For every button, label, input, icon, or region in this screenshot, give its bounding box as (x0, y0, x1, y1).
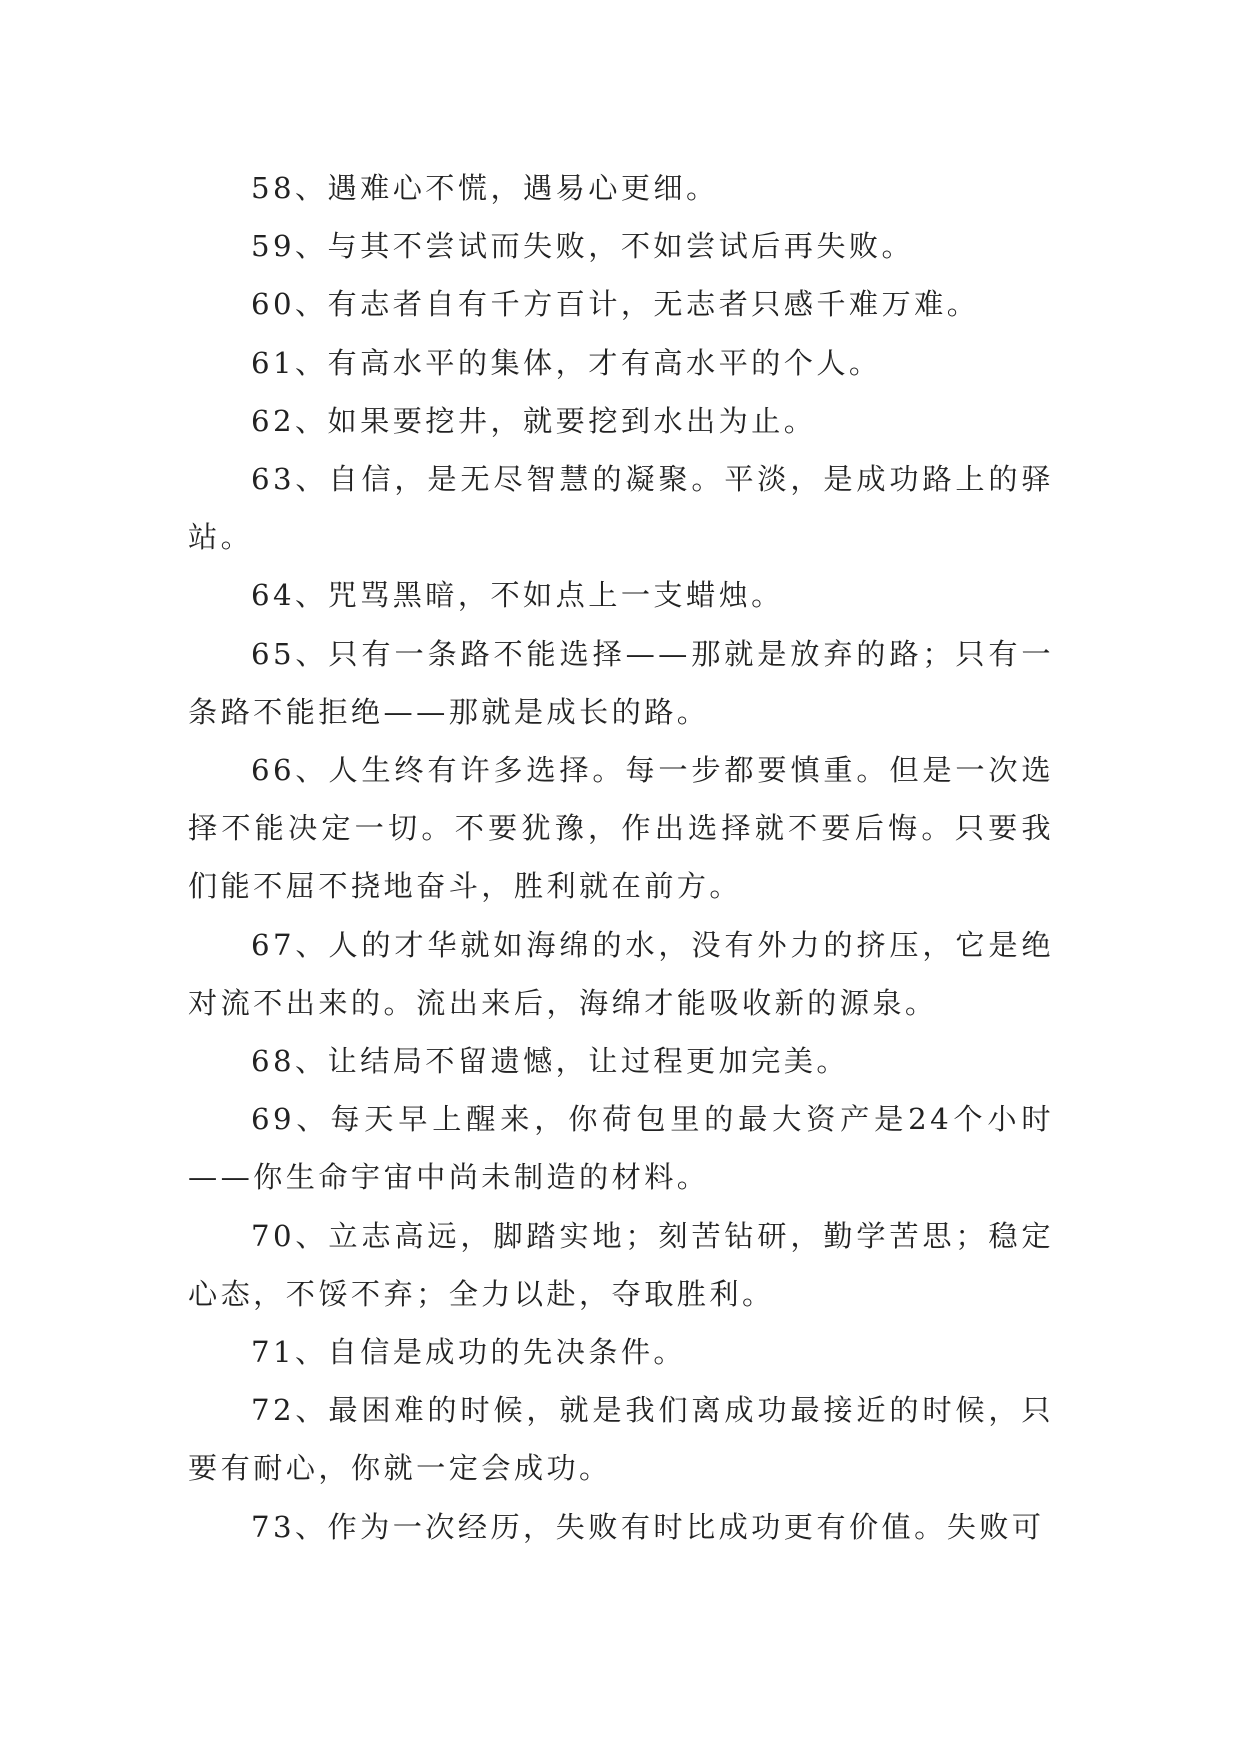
quote-65: 65、只有一条路不能选择——那就是放弃的路；只有一条路不能拒绝——那就是成长的路。 (188, 636, 1054, 729)
document-body (188, 159, 1054, 1556)
quote-61: 61、有高水平的集体，才有高水平的个人。 (251, 345, 882, 380)
quote-62: 62、如果要挖井，就要挖到水出为止。 (251, 403, 817, 438)
quote-64: 64、咒骂黑暗，不如点上一支蜡烛。 (251, 578, 784, 613)
quote-60: 60、有志者自有千方百计，无志者只感千难万难。 (251, 287, 980, 322)
quote-59: 59、与其不尝试而失败，不如尝试后再失败。 (251, 229, 915, 264)
quote-58: 58、遇难心不慌，遇易心更细。 (251, 171, 719, 205)
quote-71: 71、自信是成功的先决条件。 (251, 1335, 686, 1370)
quote-73: 73、作为一次经历，失败有时比成功更有价值。失败可 (251, 1509, 1045, 1544)
quote-67: 67、人的才华就如海绵的水，没有外力的挤压，它是绝对流不出来的。流出来后，海绵才能吸收新的源泉。 (188, 927, 1054, 1020)
quote-72: 72、最困难的时候，就是我们离成功最接近的时候，只要有耐心，你就一定会成功。 (188, 1393, 1054, 1486)
quote-69: 69、每天早上醒来，你荷包里的最大资产是24个小时——你生命宇宙中尚未制造的材料。 (188, 1102, 1054, 1195)
quote-66: 66、人生终有许多选择。每一步都要慎重。但是一次选择不能决定一切。不要犹豫，作出选择就不要后悔。只要我们能不屈不挠地奋斗，胜利就在前方。 (188, 753, 1054, 904)
quote-63: 63、自信，是无尽智慧的凝聚。平淡，是成功路上的驿站。 (188, 462, 1054, 555)
quote-68: 68、让结局不留遗憾，让过程更加完美。 (251, 1044, 849, 1079)
quote-70: 70、立志高远，脚踏实地；刻苦钻研，勤学苦思；稳定心态，不馁不弃；全力以赴，夺取胜利。 (188, 1218, 1054, 1311)
